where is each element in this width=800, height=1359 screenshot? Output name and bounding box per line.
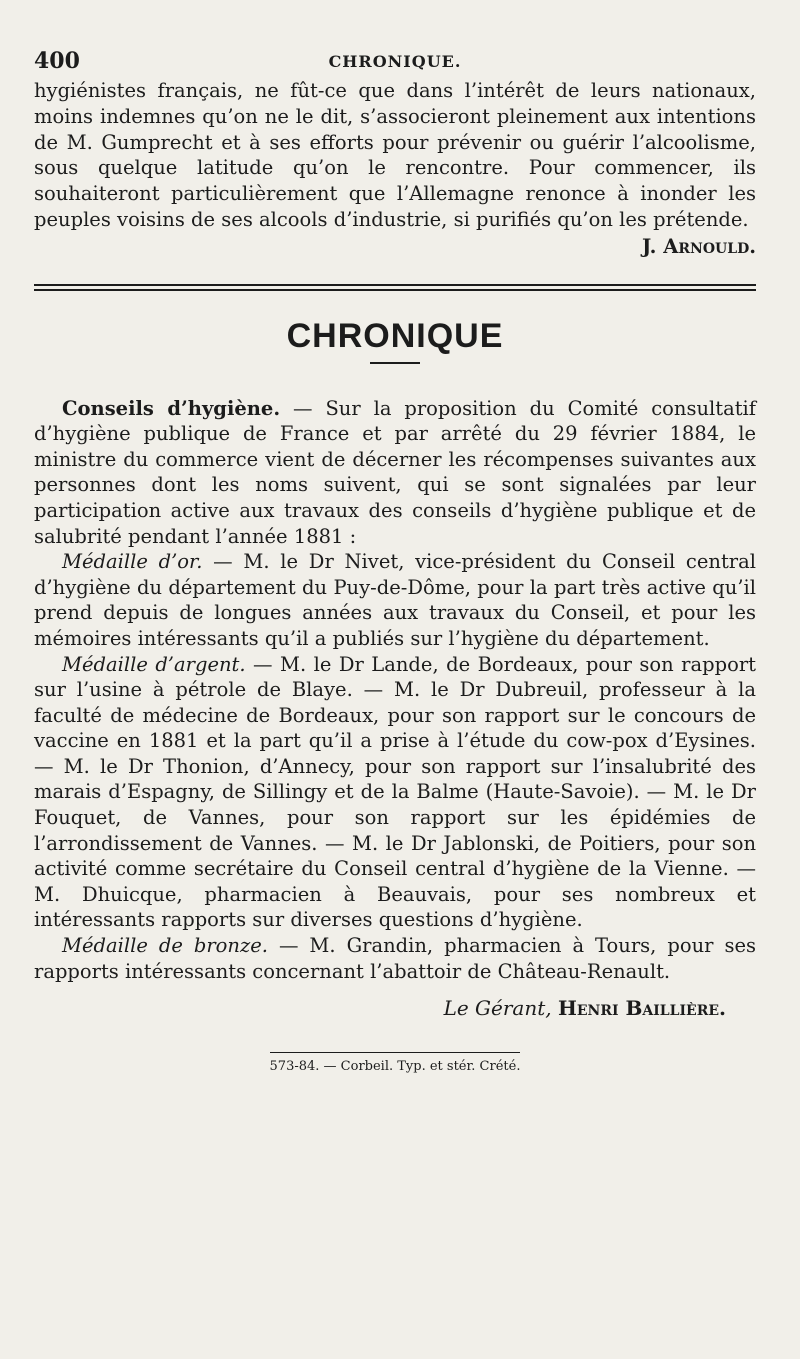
gold-medal-text: — M. le Dr Nivet, vice-président du Conseil central d’hygiène du département du Puy-de-Dôme, pour la part très active qu’il prend depuis de longues années aux travaux du Conseil, et pour les mémoires intéressants qu’il a publiés sur l’hygiène du département. xyxy=(34,550,756,650)
running-head xyxy=(34,44,756,78)
double-rule-divider xyxy=(34,284,756,291)
gerant-label: Le Gérant, xyxy=(443,996,552,1021)
previous-article-text: hygiénistes français, ne fût-ce que dans l’intérêt de leurs nationaux, moins indemnes qu’on ne le dit, s’associeront pleinement aux intentions de M. Gumprecht et à ses efforts pour prévenir ou guérir l’alcoolisme, sous quelque latitude qu’on le rencontre. Pour commencer, ils souhaiteront particulièrement que l’Allemagne renonce à inonder les peuples voisins de ses alcools d’industrie, si purifiés qu’on les prétende. xyxy=(34,79,756,231)
running-title: CHRONIQUE. xyxy=(328,52,462,71)
gerant-name: Henri Baillière. xyxy=(557,996,726,1021)
silver-medal-paragraph xyxy=(34,652,756,934)
silver-medal-label: Médaille d’argent. xyxy=(62,652,246,676)
section-title: CHRONIQUE xyxy=(286,316,504,355)
gold-medal-label: Médaille d’or. xyxy=(62,550,203,574)
lead-title: Conseils d’hygiène. xyxy=(62,396,281,420)
silver-medal-text: — M. le Dr Lande, de Bordeaux, pour son rapport sur l’usine à pétrole de Blaye. — M. le Dr Dubreuil, professeur à la faculté de médecine de Bordeaux, pour son rapport sur le concours de vaccine en 1881 et la part qu’il a prise à l’étude du cow-pox d’Eysines. — M. le Dr Thonion, d’Annecy, pour son rapport sur l’insalubrité des marais d’Espagny, de Sillingy et de la Balme (Haute-Savoie). — M. le Dr Fouquet, de Vannes, pour son rapport sur les épidémies de l’arrondissement de Vannes. — M. le Dr Jablonski, de Poitiers, pour son activité comme secrétaire du Conseil central d’hygiène de la Vienne. — M. Dhuicque, pharmacien à Beauvais, pour ses nombreux et intéressants rapports sur diverses questions d’hygiène. xyxy=(34,652,756,932)
footer-rule xyxy=(270,1052,520,1053)
bronze-medal-label: Médaille de bronze. xyxy=(62,934,268,958)
intro-text: — Sur la proposition du Comité consultatif d’hygiène publique de France et par arrêté du 29 février 1884, le ministre du commerce vient de décerner les récompenses suivantes aux personnes dont les noms suivent, qui se sont signalées par leur participation active aux travaux des conseils d’hygiène publique et de salubrité pendant l’année 1881 : xyxy=(34,396,757,548)
title-underline xyxy=(370,362,420,364)
author-signature: J. Arnould. xyxy=(641,234,756,258)
gerant-signature xyxy=(34,996,756,1020)
gold-medal-paragraph xyxy=(34,549,756,651)
author-signature-line xyxy=(34,234,756,260)
printer-imprint: 573-84. — Corbeil. Typ. et stér. Crété. xyxy=(269,1059,521,1075)
bronze-medal-text: — M. Grandin, pharmacien à Tours, pour ses rapports intéressants concernant l’abattoir de Château-Renault. xyxy=(34,934,756,983)
page-number: 400 xyxy=(34,48,80,74)
bronze-medal-paragraph xyxy=(34,933,756,984)
intro-paragraph xyxy=(34,396,756,550)
document-page xyxy=(34,44,756,1074)
